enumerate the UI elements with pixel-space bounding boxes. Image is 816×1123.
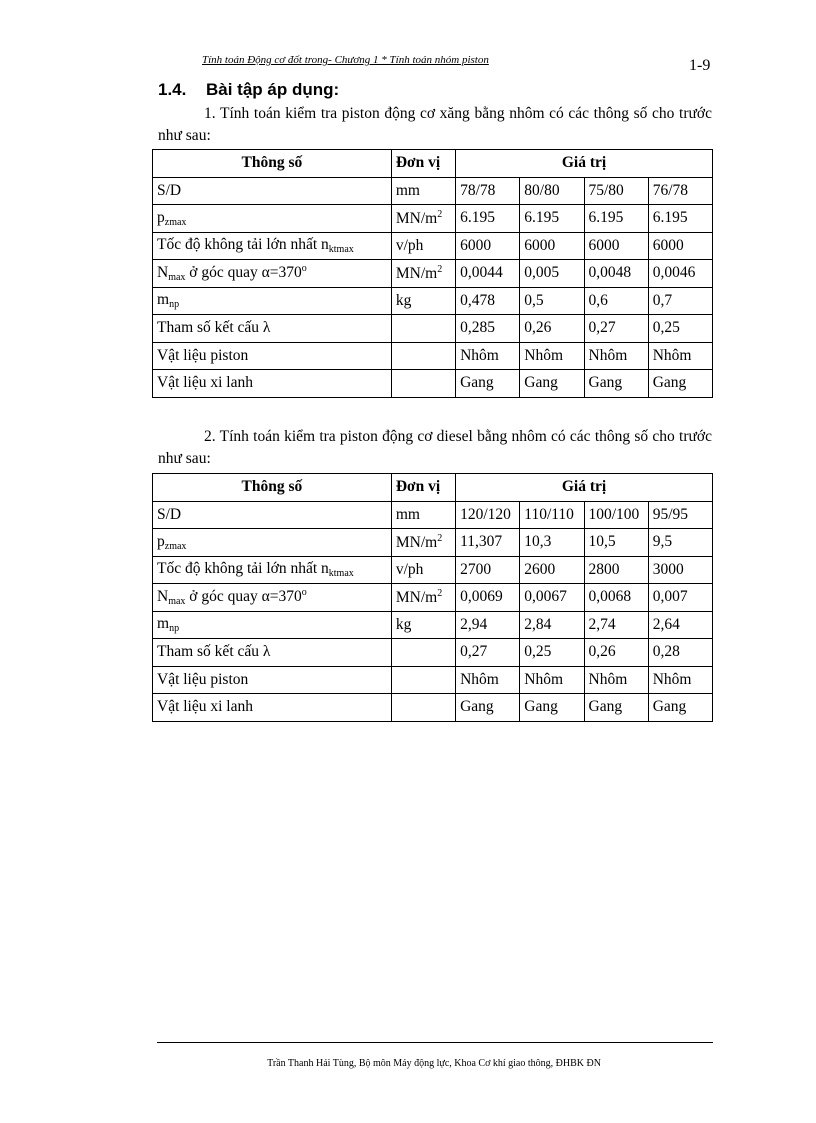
unit-cell <box>391 370 455 398</box>
param-name: p <box>157 208 165 226</box>
value-cell: Nhôm <box>456 666 520 694</box>
param-cell <box>153 501 392 529</box>
value-cell: 0,0048 <box>584 260 648 288</box>
param-subscript: ktmax <box>328 244 354 256</box>
exercise-1-intro-text: 1. Tính toán kiểm tra piston động cơ xăng bằng nhôm có các thông số cho trước như sau: <box>158 105 712 144</box>
unit-cell <box>391 260 455 288</box>
value-cell: 0,0068 <box>584 584 648 612</box>
exercise-1-table <box>152 149 713 398</box>
table-row <box>153 232 713 260</box>
param-name: S/D <box>157 505 182 523</box>
value-cell: 6.195 <box>648 205 712 233</box>
value-cell: Gang <box>520 694 584 722</box>
value-cell: 0,7 <box>648 287 712 315</box>
value-cell: Gang <box>520 370 584 398</box>
param-name: N <box>157 264 169 282</box>
param-cell <box>153 287 392 315</box>
param-cell <box>153 584 392 612</box>
footer-rule <box>157 1042 713 1043</box>
header-param: Thông số <box>153 474 392 502</box>
value-cell: Gang <box>648 694 712 722</box>
value-cell: 0,0044 <box>456 260 520 288</box>
param-cell <box>153 694 392 722</box>
param-suffix: ở góc quay α=370 <box>185 588 302 606</box>
param-subscript: np <box>169 299 180 311</box>
value-cell: 6.195 <box>456 205 520 233</box>
value-cell: 100/100 <box>584 501 648 529</box>
unit-text: MN/m <box>395 264 438 282</box>
param-name: m <box>157 291 170 309</box>
param-subscript: np <box>169 623 180 635</box>
unit-text: kg <box>395 291 412 309</box>
value-cell: 0,28 <box>648 639 712 667</box>
section-title: Bài tập áp dụng: <box>206 80 340 99</box>
table-row <box>153 177 713 205</box>
value-cell: 95/95 <box>648 501 712 529</box>
value-cell: 0,26 <box>584 639 648 667</box>
unit-text: MN/m <box>395 588 438 606</box>
table-row <box>153 584 713 612</box>
unit-text: v/ph <box>395 236 424 254</box>
param-name: p <box>157 532 165 550</box>
table-row <box>153 666 713 694</box>
value-cell: Nhôm <box>584 666 648 694</box>
param-superscript: o <box>301 587 307 599</box>
value-cell: 6000 <box>456 232 520 260</box>
value-cell: 76/78 <box>648 177 712 205</box>
param-cell <box>153 639 392 667</box>
unit-text: MN/m <box>395 533 438 551</box>
param-name: Vật liệu xi lanh <box>157 698 253 716</box>
param-subscript: ktmax <box>328 568 354 580</box>
table-row <box>153 529 713 557</box>
value-cell: 2700 <box>456 556 520 584</box>
header-values: Giá trị <box>456 150 713 178</box>
unit-cell <box>391 205 455 233</box>
exercise-1-intro <box>158 103 712 147</box>
param-name: Tốc độ không tải lớn nhất n <box>157 560 329 578</box>
value-cell: 0,25 <box>520 639 584 667</box>
unit-cell <box>391 529 455 557</box>
value-cell: 10,3 <box>520 529 584 557</box>
value-cell: 0,5 <box>520 287 584 315</box>
exercise-2-intro <box>158 426 712 470</box>
value-cell: Gang <box>456 370 520 398</box>
unit-cell <box>391 315 455 343</box>
unit-text: mm <box>395 505 420 523</box>
value-cell: Nhôm <box>648 666 712 694</box>
param-cell <box>153 611 392 639</box>
value-cell: 3000 <box>648 556 712 584</box>
table-row <box>153 287 713 315</box>
table-row <box>153 501 713 529</box>
param-name: Tốc độ không tải lớn nhất n <box>157 236 329 254</box>
param-subscript: max <box>168 272 186 284</box>
param-subscript: zmax <box>164 216 187 228</box>
unit-cell <box>391 501 455 529</box>
section-number: 1.4. <box>158 80 187 99</box>
header-values: Giá trị <box>456 474 713 502</box>
param-cell <box>153 556 392 584</box>
value-cell: 2,94 <box>456 611 520 639</box>
param-name: Vật liệu piston <box>157 670 249 688</box>
value-cell: Gang <box>456 694 520 722</box>
unit-cell <box>391 556 455 584</box>
header-unit: Đơn vị <box>391 150 455 178</box>
value-cell: 2,74 <box>584 611 648 639</box>
value-cell: Nhôm <box>584 342 648 370</box>
value-cell: 78/78 <box>456 177 520 205</box>
param-cell <box>153 666 392 694</box>
value-cell: Gang <box>584 370 648 398</box>
table-header-row <box>153 474 713 502</box>
table-row <box>153 694 713 722</box>
value-cell: 6000 <box>520 232 584 260</box>
param-cell <box>153 315 392 343</box>
header-unit: Đơn vị <box>391 474 455 502</box>
table-row <box>153 370 713 398</box>
unit-text: v/ph <box>395 560 424 578</box>
param-name: Tham số kết cấu λ <box>157 319 271 337</box>
value-cell: 0,26 <box>520 315 584 343</box>
value-cell: 11,307 <box>456 529 520 557</box>
table-row <box>153 639 713 667</box>
value-cell: 9,5 <box>648 529 712 557</box>
value-cell: 0,478 <box>456 287 520 315</box>
param-name: S/D <box>157 181 182 199</box>
value-cell: Nhôm <box>520 666 584 694</box>
param-cell <box>153 342 392 370</box>
value-cell: Nhôm <box>456 342 520 370</box>
unit-cell <box>391 639 455 667</box>
param-cell <box>153 177 392 205</box>
unit-cell <box>391 694 455 722</box>
param-name: Vật liệu piston <box>157 346 249 364</box>
param-superscript: o <box>301 263 307 275</box>
table-row <box>153 315 713 343</box>
param-cell <box>153 205 392 233</box>
value-cell: 0,27 <box>456 639 520 667</box>
running-header-title: Tính toán Động cơ đốt trong- Chương 1 * Tính toán nhóm piston <box>202 54 489 66</box>
table-row <box>153 205 713 233</box>
section-heading <box>158 80 339 100</box>
value-cell: 80/80 <box>520 177 584 205</box>
table-row <box>153 611 713 639</box>
param-name: N <box>157 588 169 606</box>
unit-superscript: 2 <box>437 532 443 544</box>
unit-cell <box>391 611 455 639</box>
value-cell: 2600 <box>520 556 584 584</box>
table-row <box>153 342 713 370</box>
value-cell: 2,64 <box>648 611 712 639</box>
value-cell: Nhôm <box>648 342 712 370</box>
unit-text: mm <box>395 181 420 199</box>
unit-cell <box>391 342 455 370</box>
value-cell: 10,5 <box>584 529 648 557</box>
param-name: m <box>157 615 170 633</box>
value-cell: Gang <box>648 370 712 398</box>
value-cell: 0,0069 <box>456 584 520 612</box>
unit-text: MN/m <box>395 209 438 227</box>
exercise-2-intro-text: 2. Tính toán kiểm tra piston động cơ diesel bằng nhôm có các thông số cho trước như sau: <box>158 428 712 467</box>
unit-cell <box>391 666 455 694</box>
param-cell <box>153 232 392 260</box>
unit-text: kg <box>395 615 412 633</box>
unit-superscript: 2 <box>437 263 443 275</box>
value-cell: 6000 <box>584 232 648 260</box>
value-cell: 2800 <box>584 556 648 584</box>
value-cell: 0,007 <box>648 584 712 612</box>
value-cell: 2,84 <box>520 611 584 639</box>
unit-cell <box>391 584 455 612</box>
unit-cell <box>391 287 455 315</box>
footer <box>0 1058 816 1069</box>
param-suffix: ở góc quay α=370 <box>185 264 302 282</box>
value-cell: 0,6 <box>584 287 648 315</box>
value-cell: Nhôm <box>520 342 584 370</box>
unit-cell <box>391 177 455 205</box>
unit-cell <box>391 232 455 260</box>
value-cell: 0,285 <box>456 315 520 343</box>
param-subscript: max <box>168 596 186 608</box>
value-cell: 0,005 <box>520 260 584 288</box>
unit-superscript: 2 <box>437 208 443 220</box>
table-row <box>153 260 713 288</box>
param-subscript: zmax <box>164 540 187 552</box>
value-cell: 0,0067 <box>520 584 584 612</box>
value-cell: 6.195 <box>520 205 584 233</box>
value-cell: 0,27 <box>584 315 648 343</box>
param-name: Tham số kết cấu λ <box>157 643 271 661</box>
page-number: 1-9 <box>689 57 711 74</box>
value-cell: 0,25 <box>648 315 712 343</box>
value-cell: 6.195 <box>584 205 648 233</box>
footer-text: Trần Thanh Hải Tùng, Bộ môn Máy động lực, Khoa Cơ khí giao thông, ĐHBK ĐN <box>267 1058 601 1069</box>
value-cell: 75/80 <box>584 177 648 205</box>
param-cell <box>153 260 392 288</box>
value-cell: 6000 <box>648 232 712 260</box>
exercise-2-table <box>152 473 713 722</box>
value-cell: 110/110 <box>520 501 584 529</box>
table-row <box>153 556 713 584</box>
value-cell: 120/120 <box>456 501 520 529</box>
table-header-row <box>153 150 713 178</box>
header-param: Thông số <box>153 150 392 178</box>
unit-superscript: 2 <box>437 587 443 599</box>
param-name: Vật liệu xi lanh <box>157 374 253 392</box>
param-cell <box>153 529 392 557</box>
value-cell: 0,0046 <box>648 260 712 288</box>
value-cell: Gang <box>584 694 648 722</box>
param-cell <box>153 370 392 398</box>
